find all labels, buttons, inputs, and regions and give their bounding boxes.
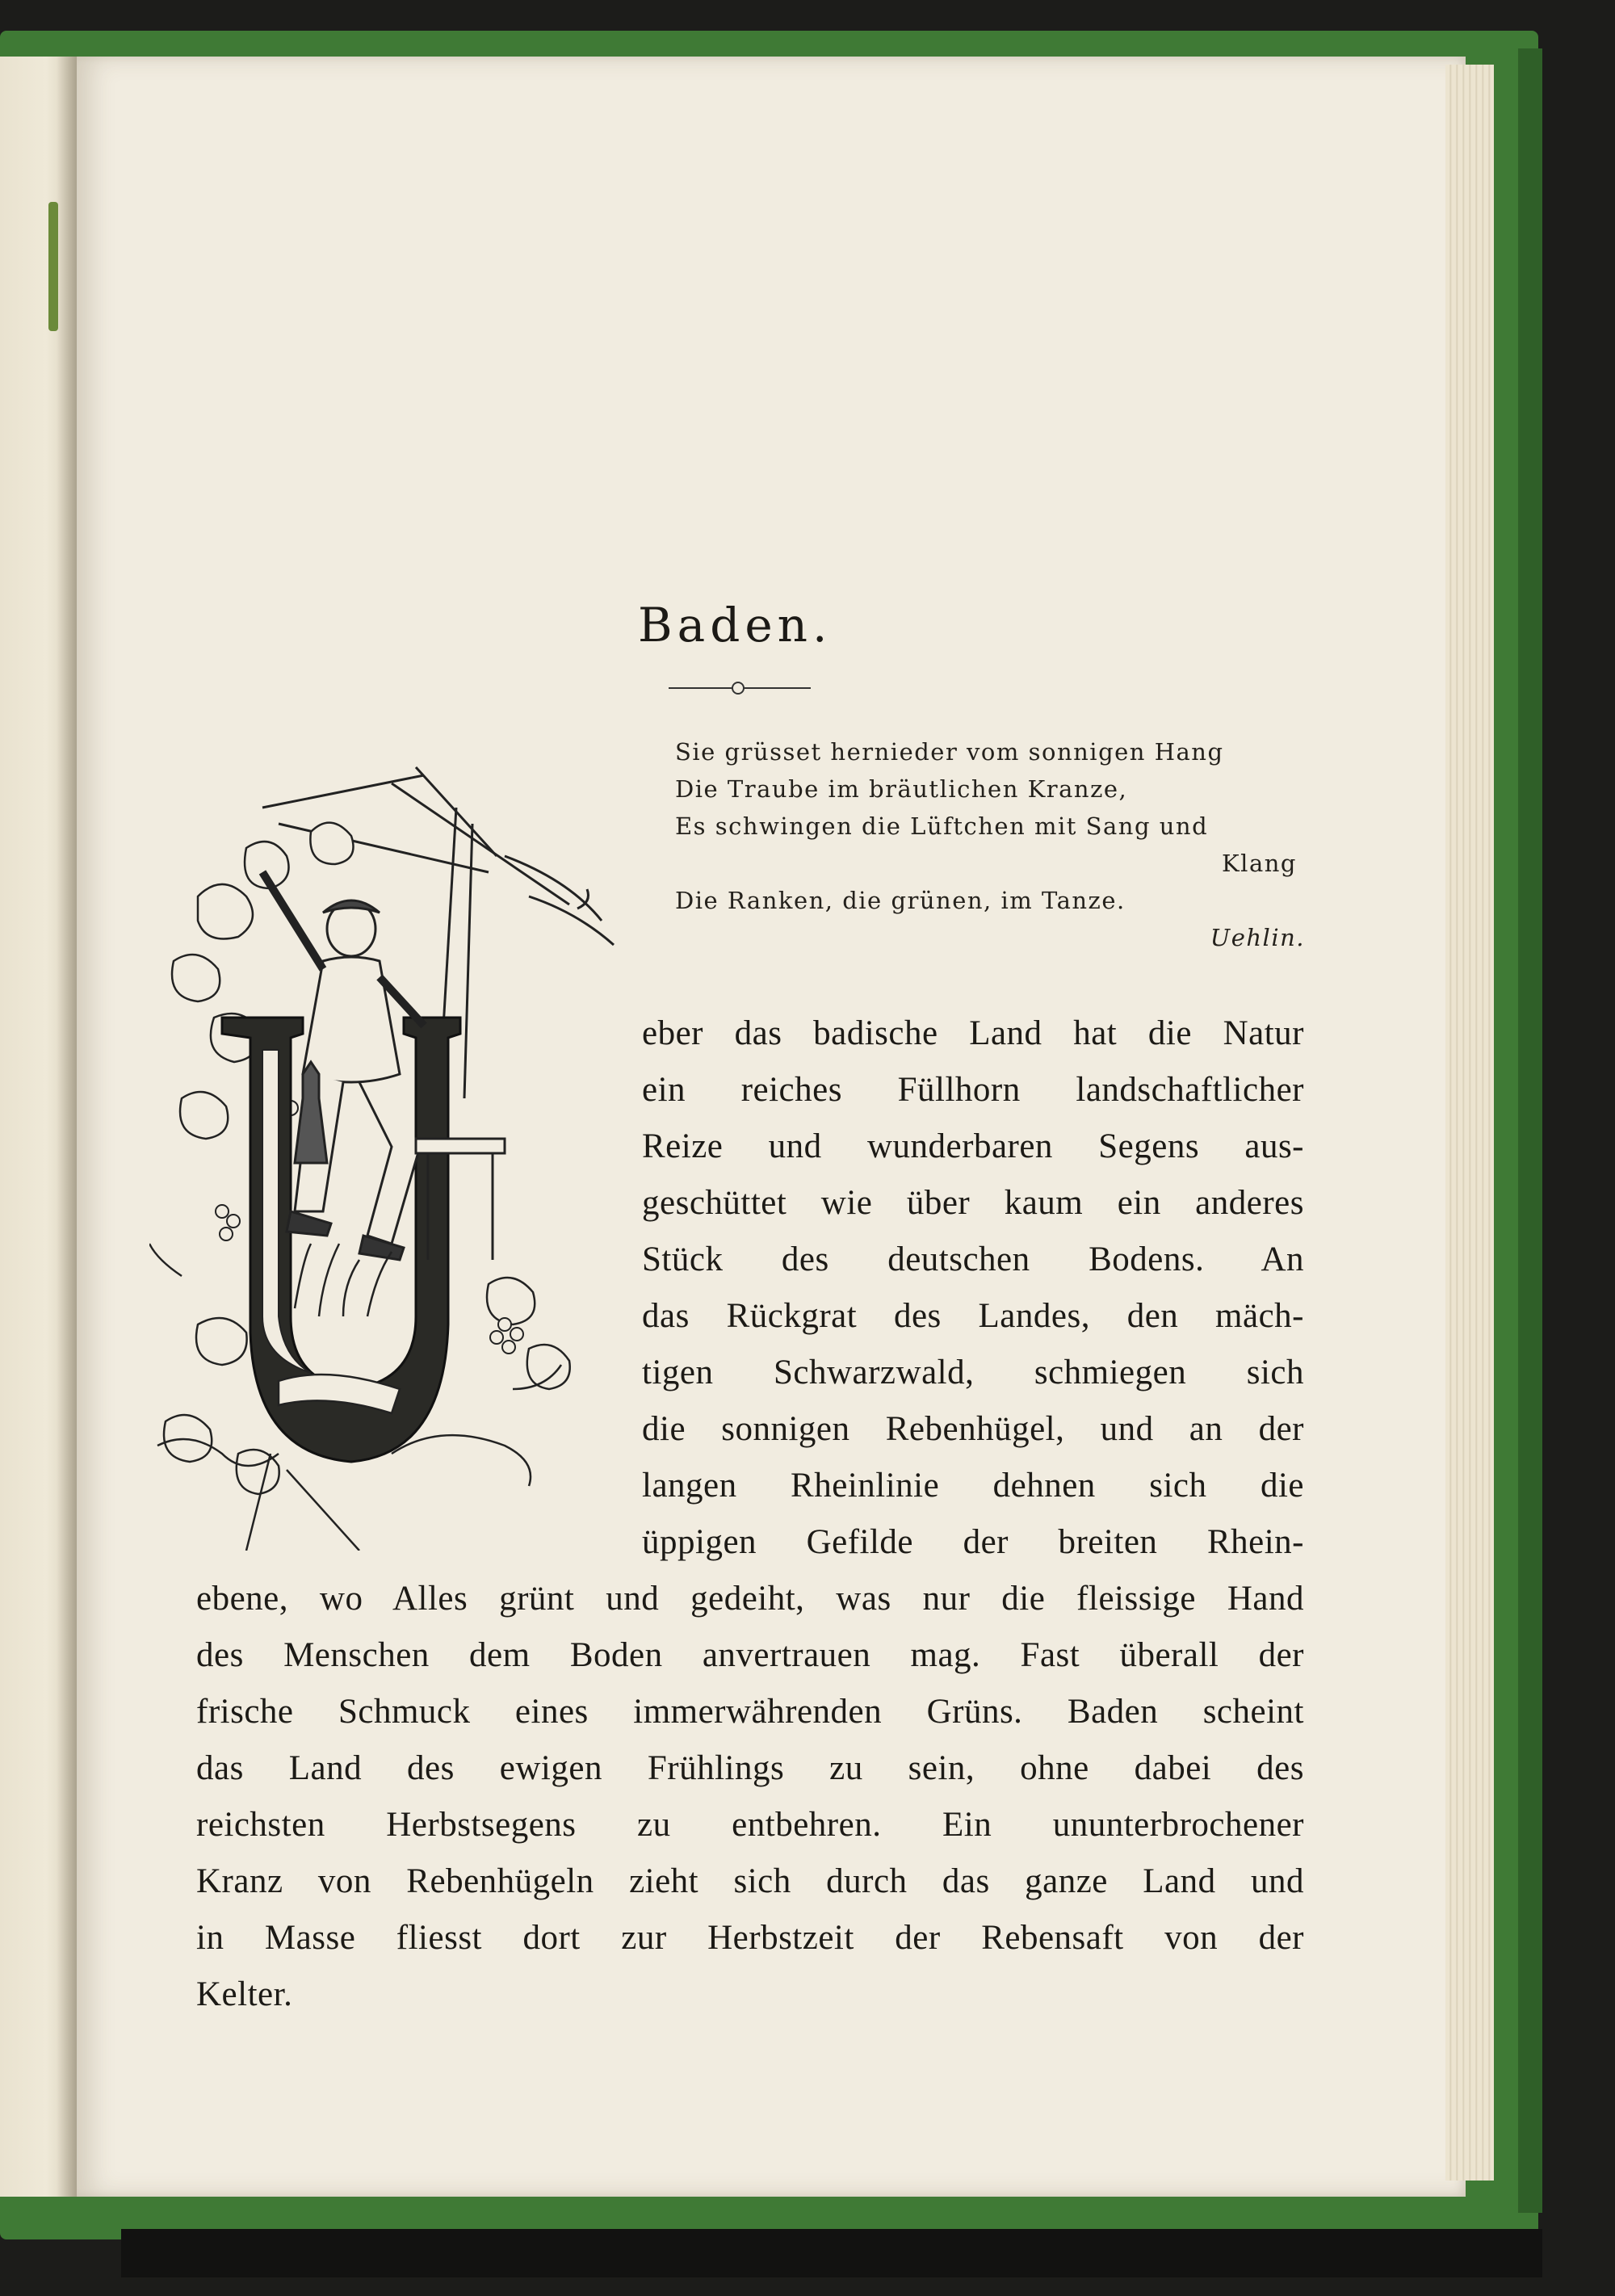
text-line: reichsten Herbstsegens zu entbehren. Ein ununterbrochener — [196, 1806, 1304, 1844]
text-line: ebene, wo Alles grünt und gedeiht, was nur die fleissige Hand — [196, 1580, 1304, 1618]
text-line: das Land des ewigen Frühlings zu sein, ohne dabei des — [196, 1749, 1304, 1787]
text-line: langen Rheinlinie dehnen sich die — [642, 1467, 1304, 1505]
page-title: Baden. — [638, 598, 833, 653]
poem-line: Die Ranken, die grünen, im Tanze. — [675, 887, 1126, 914]
book-cover-edge — [1518, 48, 1542, 2213]
text-line: Stück des deutschen Bodens. An — [642, 1240, 1304, 1278]
title-ornament-dot — [732, 682, 745, 695]
text-line: Kranz von Rebenhügeln zieht sich durch das ganze Land und — [196, 1862, 1304, 1900]
page-edges — [1445, 65, 1494, 2181]
poem-line: Klang — [1222, 850, 1297, 877]
text-line: des Menschen dem Boden anvertrauen mag. Fast überall der — [196, 1636, 1304, 1674]
text-line: Reize und wunderbaren Segens aus- — [642, 1127, 1304, 1165]
text-line: tigen Schwarzwald, schmiegen sich — [642, 1354, 1304, 1391]
text-line: geschüttet wie über kaum ein anderes — [642, 1184, 1304, 1222]
poem-line: Es schwingen die Lüftchen mit Sang und — [675, 812, 1209, 840]
text-line: ein reiches Füllhorn landschaftlicher — [642, 1071, 1304, 1109]
poem-line: Die Traube im bräutlichen Kranze, — [675, 775, 1128, 803]
text-line: in Masse fliesst dort zur Herbstzeit der Rebensaft von der — [196, 1919, 1304, 1957]
text-line: frische Schmuck eines immerwährenden Grüns. Baden scheint — [196, 1693, 1304, 1731]
poem-line: Sie grüsset hernieder vom sonnigen Hang — [675, 738, 1224, 766]
epigraph-poem — [675, 733, 1305, 956]
text-line: das Rückgrat des Landes, den mäch- — [642, 1297, 1304, 1335]
illustrated-initial — [149, 759, 650, 1551]
text-line: üppigen Gefilde der breiten Rhein- — [642, 1523, 1304, 1561]
text-line: eber das badische Land hat die Natur — [642, 1014, 1304, 1052]
poem-author: Uehlin. — [1210, 924, 1305, 951]
spine-ribbon — [48, 202, 58, 331]
text-line-last: Kelter. — [196, 1975, 293, 2013]
text-line: die sonnigen Rebenhügel, und an der — [642, 1410, 1304, 1448]
book-bottom-shadow — [121, 2229, 1542, 2277]
